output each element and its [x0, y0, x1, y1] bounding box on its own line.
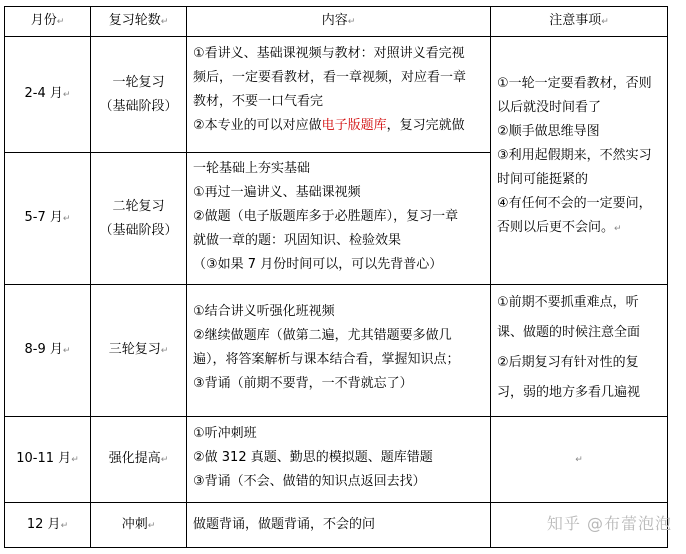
cell-mark: ↵: [160, 346, 169, 356]
content-text: ，复习完就做: [386, 118, 465, 133]
header-round: [91, 7, 186, 36]
notes-line: 习，弱的地方多看几遍视: [497, 385, 641, 400]
cell-mark: ↵: [62, 90, 71, 100]
content-line: ②继续做题库（做第二遍，尤其错题要多做几: [193, 328, 452, 343]
row4-notes: [491, 417, 667, 502]
row5-round: [91, 503, 186, 547]
cell-mark: ↵: [347, 17, 356, 27]
round-label: 二轮复习: [112, 198, 165, 214]
cell-mark: ↵: [60, 520, 69, 531]
row3-round: [91, 285, 186, 416]
round-label: 冲刺: [121, 516, 148, 532]
header-round-label: 复习轮数: [108, 13, 161, 28]
row4-round: [91, 417, 186, 502]
cell-mark: ↵: [575, 454, 583, 465]
cell-mark: ↵: [62, 214, 71, 224]
content-line: （③如果 7 月份时间可以，可以先背普心）: [193, 257, 443, 272]
month-label: 10-11 月: [16, 451, 72, 466]
cell-mark: ↵: [56, 17, 65, 27]
row4-content: [187, 422, 490, 502]
cell-mark: ↵: [614, 224, 622, 234]
cell-mark: ↵: [71, 455, 79, 465]
round-label: 一轮复习: [112, 74, 165, 90]
cell-mark: ↵: [147, 520, 156, 531]
row3-notes: [491, 288, 667, 416]
header-notes-label: 注意事项: [549, 13, 602, 28]
content-line: ①结合讲义听强化班视频: [193, 304, 335, 319]
month-label: 8-9 月: [24, 342, 63, 357]
cell-mark: ↵: [160, 17, 169, 27]
round-label: 强化提高: [108, 451, 161, 466]
content-line: 遍），将答案解析与课本结合看，掌握知识点；: [193, 352, 460, 367]
header-content-label: 内容: [321, 13, 348, 28]
row3-month: [5, 285, 90, 416]
content-line: ①看讲义、基础课视频与教材：对照讲义看完视: [193, 46, 465, 61]
notes-line: 课、做题的时候注意全面: [497, 325, 641, 340]
row3-content: [187, 300, 490, 416]
round-stage: （基础阶段）: [99, 222, 178, 238]
content-text: ②本专业的可以对应做: [193, 118, 322, 133]
content-line: 一轮基础上夯实基础: [193, 161, 311, 176]
content-line: 就做一章的题：巩固知识、检验效果: [193, 233, 402, 248]
header-content: [187, 7, 490, 36]
content-line: ③背诵（前期不要背，一不背就忘了）: [193, 376, 413, 391]
content-line: 教材，不要一口气看完: [193, 94, 324, 109]
round-stage: （基础阶段）: [99, 98, 178, 114]
row2-month: [5, 153, 90, 284]
header-month: [5, 7, 90, 36]
content-line: ②做 312 真题、勤思的模拟题、题库错题: [193, 450, 433, 465]
notes-line: ④有任何不会的一定要问，: [497, 196, 652, 211]
row1-round: [91, 37, 186, 152]
cell-mark: ↵: [160, 455, 169, 465]
notes-line: ①前期不要抓重难点，听: [497, 295, 639, 310]
notes-line: 时间可能挺紧的: [497, 172, 589, 187]
table-rule: [667, 6, 668, 548]
row4-month: [5, 417, 90, 502]
notes-line: ②后期复习有针对性的复: [497, 355, 639, 370]
cell-mark: ↵: [62, 346, 71, 356]
watermark: 知乎 @布蕾泡泡: [546, 514, 672, 533]
month-label: 12 月: [26, 516, 61, 532]
content-line: 频后，一定要看教材，看一章视频，对应看一章: [193, 70, 467, 85]
notes-line: ①一轮一定要看教材，否则: [497, 76, 652, 91]
merged-notes: [491, 72, 667, 284]
row2-round: [91, 153, 186, 284]
content-line: 做题背诵，做题背诵，不会的问: [193, 517, 376, 532]
round-label: 三轮复习: [108, 342, 161, 357]
row5-content: [187, 513, 490, 547]
notes-line: 否则以后更不会问。: [497, 220, 615, 235]
content-line: ①再过一遍讲义、基础课视频: [193, 185, 361, 200]
notes-line: 以后就没时间看了: [497, 100, 602, 115]
row5-month: [5, 503, 90, 547]
table-rule: [4, 547, 668, 548]
notes-line: ③利用起假期来，不然实习: [497, 148, 652, 163]
row1-month: [5, 37, 90, 152]
month-label: 5-7 月: [24, 210, 63, 225]
month-label: 2-4 月: [24, 86, 63, 101]
content-line: ③背诵（不会、做错的知识点返回去找）: [193, 474, 426, 489]
content-line: [193, 114, 486, 138]
row1-content: [187, 42, 490, 152]
content-highlight: 电子版题库: [321, 118, 387, 133]
header-month-label: 月份: [30, 13, 57, 28]
notes-line: ②顺手做思维导图: [497, 124, 600, 139]
content-line: ①听冲刺班: [193, 426, 257, 441]
content-line: ②做题（电子版题库多于必胜题库），复习一章: [193, 209, 459, 224]
study-plan-table: [4, 6, 668, 548]
row2-content: [187, 157, 490, 284]
cell-mark: ↵: [601, 17, 609, 27]
header-notes: [491, 7, 667, 36]
